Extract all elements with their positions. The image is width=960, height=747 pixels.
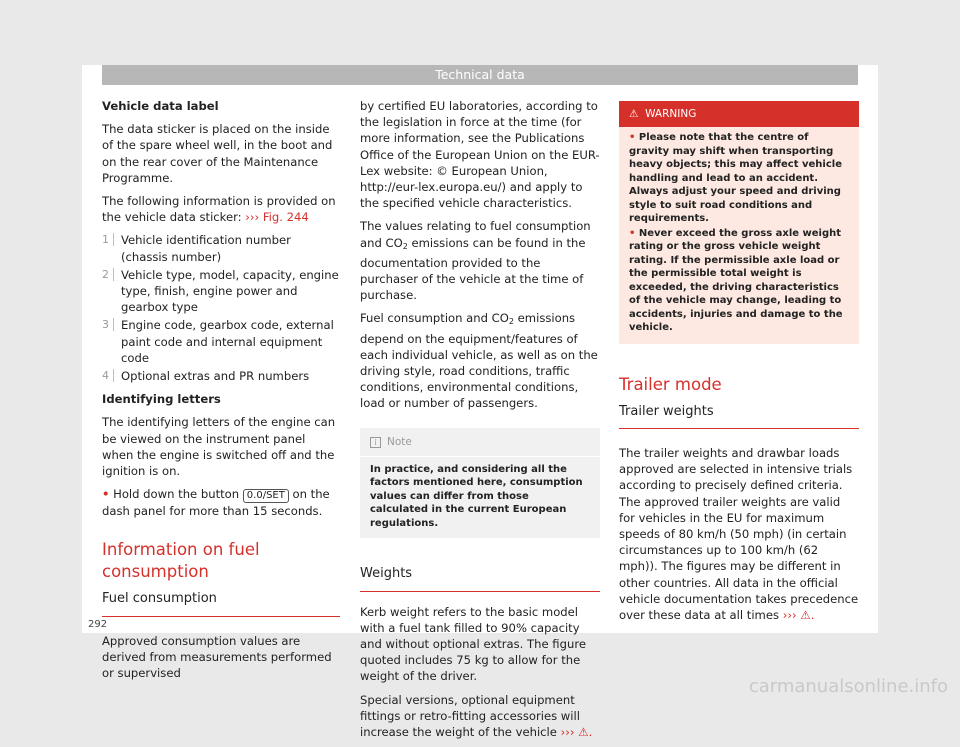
column-1 — [102, 98, 340, 688]
bullet-text: Hold down the button — [113, 487, 240, 502]
heading-identifying-letters: Identifying letters — [102, 392, 221, 407]
paragraph-text: The trailer weights and drawbar loads approved are selected in intensive trials according to precisely defined criteria. The approved trailer weights are valid for vehicles in the EU for maximum speeds of 80 km/h (50 mph) (in certain circumstances up to 100 km/h (62 mph)). The figures may be different in other countries. All data in the official vehicle documentation takes precedence over these data at all times — [619, 445, 859, 622]
section-title-fuel: Information on fuel consumption — [102, 540, 260, 582]
item-text: Vehicle identification number (chassis number) — [121, 233, 291, 264]
section-title-trailer: Trailer mode — [619, 374, 722, 394]
heading-vehicle-data-label: Vehicle data label — [102, 99, 219, 113]
note-text: In practice, and considering all the factors mentioned here, consumption values can differ from those calculated in the current European regulations. — [370, 463, 583, 529]
paragraph: by certified EU laboratories, according to the legislation in force at the time (for more information, see the Publications Office of the European Union on the EUR-Lex website: © European Union, http://eur-lex.europa.eu/) and apply to the specified vehicle characteristics. — [360, 99, 600, 211]
list-item — [102, 368, 340, 384]
header-title: Technical data — [435, 67, 525, 82]
warning-item — [629, 131, 849, 226]
item-text: Engine code, gearbox code, external paint code and internal equipment code — [121, 318, 334, 365]
paragraph: The data sticker is placed on the inside of the spare wheel well, in the boot and on the rear cover of the Maintenance Programme. — [102, 122, 333, 185]
paragraph-text: The values relating to fuel consumption and CO — [360, 219, 591, 250]
bullet-text: on the dash panel for more than 15 seconds. — [102, 487, 330, 519]
paragraph — [619, 445, 859, 623]
warning-link[interactable]: ››› ⚠. — [782, 607, 815, 622]
note-label: Note — [387, 435, 412, 448]
header-bar — [102, 65, 858, 85]
page-number: 292 — [88, 619, 108, 630]
watermark: carmanualsonline.info — [748, 676, 948, 697]
bullet-icon: • — [102, 487, 110, 502]
column-2 — [360, 98, 600, 747]
warning-box — [619, 101, 859, 344]
item-number: 4 — [102, 369, 114, 382]
list-item — [102, 232, 340, 264]
paragraph-text: emissions can be found in the documentation provided to the purchaser of the vehicle at the time of purchase. — [360, 235, 586, 303]
paragraph: Kerb weight refers to the basic model with a fuel tank filled to 90% capacity and without optional extras. The figure quoted includes 75 kg to allow for the weight of the driver. — [360, 604, 586, 684]
paragraph — [360, 218, 600, 303]
subscript: 2 — [402, 241, 408, 251]
paragraph — [102, 193, 340, 225]
warning-icon: ⚠ — [629, 108, 639, 120]
warning-item — [629, 227, 849, 335]
item-number: 2 — [102, 268, 114, 281]
item-text: Optional extras and PR numbers — [121, 369, 310, 384]
paragraph-text: emissions depend on the equipment/features of each individual vehicle, as well as on the driving style, road conditions, traffic conditions, environmental conditions, load or number of passengers. — [360, 311, 598, 411]
paragraph — [360, 310, 600, 411]
note-icon: i — [370, 437, 381, 448]
warning-label: WARNING — [645, 108, 697, 120]
list-item — [102, 267, 340, 316]
paragraph-text: Special versions, optional equipment fittings or retro-fitting accessories will increase the weight of the vehicle — [360, 692, 580, 739]
subtitle-trailer-weights: Trailer weights — [619, 404, 859, 429]
subscript: 2 — [508, 317, 514, 327]
paragraph-text: Fuel consumption and CO — [360, 311, 509, 326]
figure-link[interactable]: ››› Fig. 244 — [245, 210, 309, 225]
bullet-item — [102, 486, 340, 519]
bullet-icon: • — [629, 227, 636, 239]
subtitle-fuel-consumption: Fuel consumption — [102, 591, 340, 616]
list-item — [102, 317, 340, 366]
warning-body — [619, 127, 859, 344]
item-number: 3 — [102, 318, 114, 331]
paragraph — [360, 692, 600, 741]
warning-link[interactable]: ››› ⚠. — [560, 724, 593, 739]
paragraph: The identifying letters of the engine can be viewed on the instrument panel when the engine is switched off and the ignition is on. — [102, 415, 336, 479]
warning-text: Never exceed the gross axle weight rating or the gross vehicle weight rating. If the permissible axle load or the permissible total weight is exceeded, the driving characteristics of the vehicle may change, leading to accidents, injuries and damage to the vehicle. — [629, 227, 843, 334]
bullet-icon: • — [629, 132, 636, 144]
subtitle-weights: Weights — [360, 566, 600, 591]
item-text: Vehicle type, model, capacity, engine type, finish, engine power and gearbox type — [121, 267, 339, 315]
note-header — [360, 428, 600, 457]
key-label: 0.0/SET — [243, 489, 289, 503]
item-number: 1 — [102, 233, 114, 246]
paragraph: Approved consumption values are derived from measurements performed or supervised — [102, 633, 332, 681]
column-3 — [619, 102, 859, 630]
paragraph-text: The following information is provided on the vehicle data sticker: — [102, 194, 336, 225]
note-box — [360, 428, 600, 539]
warning-header — [619, 101, 859, 127]
warning-text: Please note that the centre of gravity may shift when transporting heavy objects; this may affect vehicle handling and lead to an accident. Always adjust your speed and driving style to suit road conditions and requirements. — [629, 132, 842, 225]
